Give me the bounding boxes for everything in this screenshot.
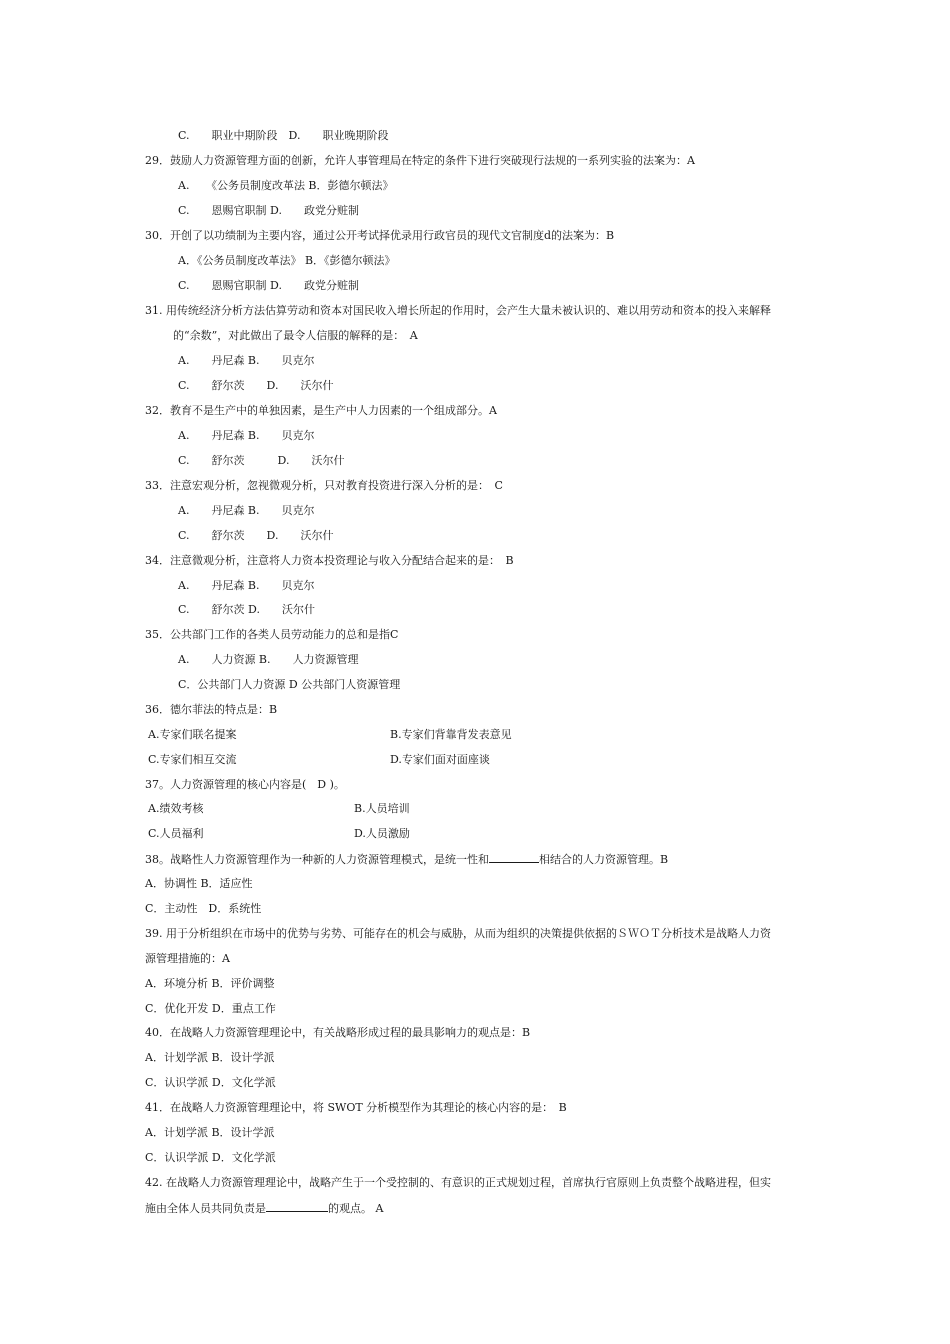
option-line: A. 《公务员制度改革法 B．彭德尔顿法》 bbox=[178, 179, 394, 192]
option-line: C. 恩赐官职制 D. 政党分赃制 bbox=[178, 279, 359, 292]
option-b: B.专家们背靠背发表意见 bbox=[390, 728, 512, 741]
option-a: A.绩效考核 bbox=[148, 802, 204, 815]
option-line: A. 丹尼森 B. 贝克尔 bbox=[178, 429, 315, 442]
question-39-continued: 源管理措施的：A bbox=[145, 952, 230, 965]
option-b: B.人员培训 bbox=[354, 802, 410, 815]
option-line: C. 舒尔茨 D. 沃尔什 bbox=[178, 454, 345, 467]
option-line: C. 舒尔茨 D. 沃尔什 bbox=[178, 603, 315, 616]
question-42-continued bbox=[145, 1201, 383, 1215]
text-line: C. 职业中期阶段 D. 职业晚期阶段 bbox=[178, 129, 389, 142]
option-line: C．认识学派 D．文化学派 bbox=[145, 1151, 276, 1164]
question-32: 32．教育不是生产中的单独因素，是生产中人力因素的一个组成部分。A bbox=[145, 404, 497, 417]
option-line: C. 舒尔茨 D. 沃尔什 bbox=[178, 379, 334, 392]
question-42-part2: 的观点。 A bbox=[328, 1202, 384, 1215]
option-line: A．环境分析 B．评价调整 bbox=[145, 977, 275, 990]
option-d: D.专家们面对面座谈 bbox=[390, 753, 490, 766]
option-line: C. 恩赐官职制 D. 政党分赃制 bbox=[178, 204, 359, 217]
option-line: A. 丹尼森 B. 贝克尔 bbox=[178, 579, 315, 592]
option-c: C.人员福利 bbox=[148, 827, 204, 840]
question-35: 35．公共部门工作的各类人员劳动能力的总和是指C bbox=[145, 628, 399, 641]
option-line: A. 丹尼森 B. 贝克尔 bbox=[178, 354, 315, 367]
option-d: D.人员激励 bbox=[354, 827, 410, 840]
option-line: A. 丹尼森 B. 贝克尔 bbox=[178, 504, 315, 517]
question-41: 41．在战略人力资源管理理论中，将 SWOT 分析模型作为其理论的核心内容的是： B bbox=[145, 1101, 567, 1114]
question-39: 39. 用于分析组织在市场中的优势与劣势、可能存在的机会与威胁，从而为组织的决策提供依据的ＳＷＯＴ分析技术是战略人力资 bbox=[145, 927, 771, 940]
option-line: C．优化开发 D．重点工作 bbox=[145, 1002, 276, 1015]
option-line: A．《公务员制度改革法》 B．《彭德尔顿法》 bbox=[178, 254, 396, 267]
option-line: C．公共部门人力资源 D 公共部门人资源管理 bbox=[178, 678, 401, 691]
question-38-part1: 38。战略性人力资源管理作为一种新的人力资源管理模式，是统一性和 bbox=[145, 853, 489, 866]
option-c: C.专家们相互交流 bbox=[148, 753, 237, 766]
option-line: A．协调性 B．适应性 bbox=[145, 877, 253, 890]
question-31-continued: 的“余数”，对此做出了最令人信服的解释的是： A bbox=[173, 329, 418, 342]
question-31: 31. 用传统经济分析方法估算劳动和资本对国民收入增长所起的作用时，会产生大量未被认识的、难以用劳动和资本的投入来解释 bbox=[145, 304, 771, 317]
option-line: A．计划学派 B．设计学派 bbox=[145, 1051, 275, 1064]
option-line: A. 人力资源 B. 人力资源管理 bbox=[178, 653, 359, 666]
fill-blank bbox=[266, 1201, 328, 1212]
option-line: C. 舒尔茨 D. 沃尔什 bbox=[178, 529, 334, 542]
question-29: 29．鼓励人力资源管理方面的创新，允许人事管理局在特定的条件下进行突破现行法规的一系列实验的法案为：A bbox=[145, 154, 695, 167]
option-line: C．认识学派 D．文化学派 bbox=[145, 1076, 276, 1089]
question-37: 37。人力资源管理的核心内容是( D )。 bbox=[145, 778, 345, 791]
question-38-part2: 相结合的人力资源管理。B bbox=[539, 853, 669, 866]
question-40: 40．在战略人力资源管理理论中，有关战略形成过程的最具影响力的观点是：B bbox=[145, 1026, 531, 1039]
question-36: 36．德尔菲法的特点是：B bbox=[145, 703, 278, 716]
question-34: 34．注意微观分析，注意将人力资本投资理论与收入分配结合起来的是： B bbox=[145, 554, 514, 567]
fill-blank bbox=[489, 852, 539, 863]
option-a: A.专家们联名提案 bbox=[148, 728, 237, 741]
question-42: 42. 在战略人力资源管理理论中，战略产生于一个受控制的、有意识的正式规划过程，首席执行官原则上负责整个战略进程，但实 bbox=[145, 1176, 771, 1189]
option-line: A．计划学派 B．设计学派 bbox=[145, 1126, 275, 1139]
question-38 bbox=[145, 852, 668, 866]
question-42-part1: 施由全体人员共同负责是 bbox=[145, 1202, 266, 1215]
question-33: 33．注意宏观分析，忽视微观分析，只对教育投资进行深入分析的是： C bbox=[145, 479, 503, 492]
option-line: C．主动性 D．系统性 bbox=[145, 902, 262, 915]
question-30: 30．开创了以功绩制为主要内容，通过公开考试择优录用行政官员的现代文官制度d的法案为：B bbox=[145, 229, 615, 242]
